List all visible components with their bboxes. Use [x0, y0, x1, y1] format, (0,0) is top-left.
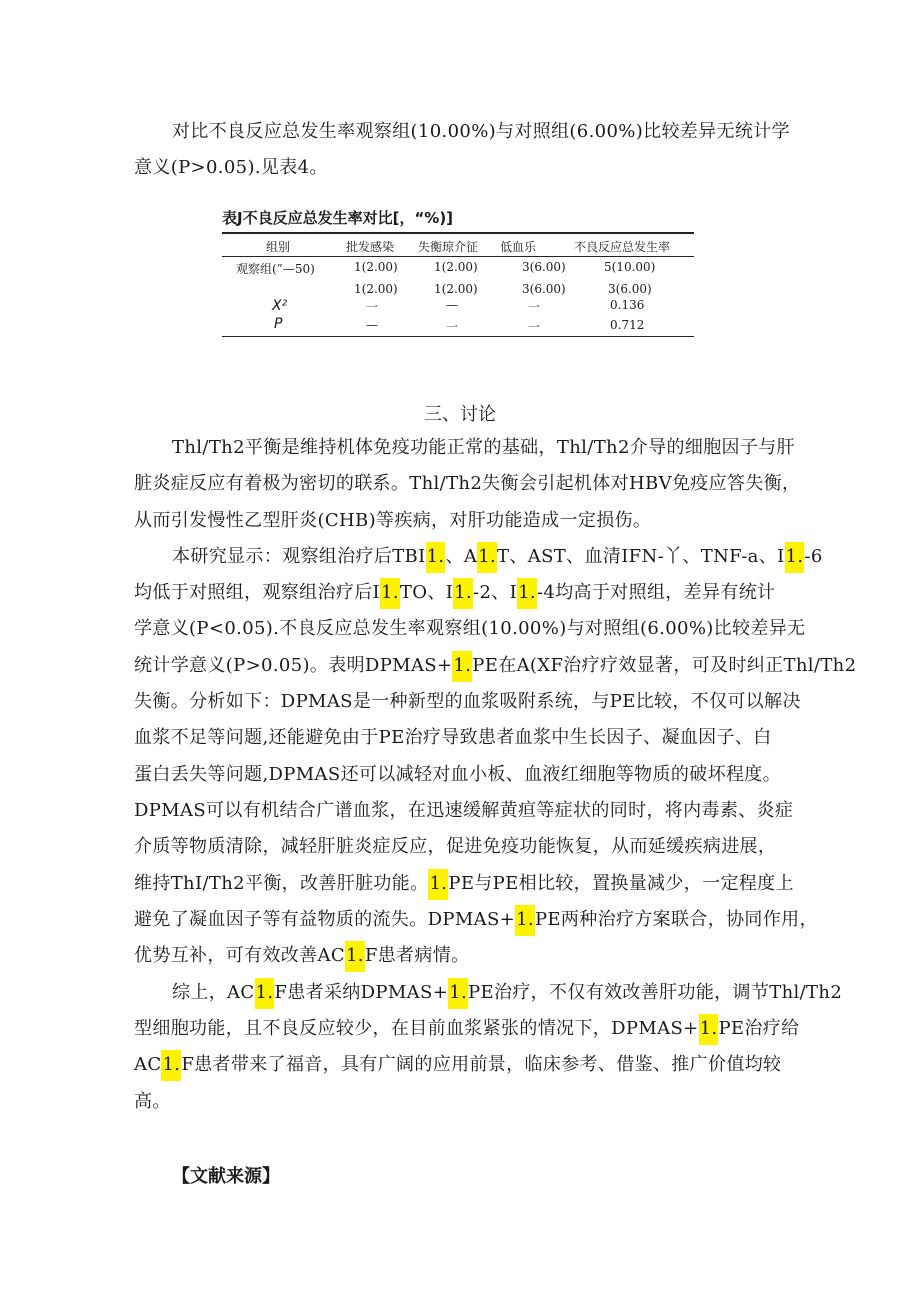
table-cell: 一 — [528, 320, 541, 334]
highlight-mark: 1. — [515, 905, 535, 936]
table-cell: 一 — [366, 300, 379, 314]
para1-line-2: 脏炎症反应有着极为密切的联系。Thl/Th2失衡会引起机体对HBV免疫应答失衡， — [134, 473, 801, 494]
table-cell: 3(6.00) — [608, 282, 652, 296]
para3-line-2: 型细胞功能，且不良反应较少，在目前血浆紧张的情况下，DPMAS+1.PE治疗给 — [134, 1014, 799, 1040]
references-heading: 【文献来源】 — [172, 1166, 280, 1187]
para2-line-11: 避免了凝血因子等有益物质的流失。DPMAS+1.PE两种治疗方案联合，协同作用， — [134, 905, 818, 931]
table-stat-p-label: P — [274, 316, 283, 332]
table-header-group: 组别 — [266, 240, 291, 254]
table-cell: 1(2.00) — [354, 282, 398, 296]
table-top-rule — [222, 232, 694, 234]
para2-line-9: 介质等物质清除，减轻肝脏炎症反应，促进免疫功能恢复，从而延缓疾病进展， — [134, 836, 777, 857]
table-header-total: 不良反应总发生率 — [574, 240, 671, 254]
table-cell: 1(2.00) — [434, 282, 478, 296]
highlight-mark: 1. — [699, 1014, 719, 1045]
table-cell: 一 — [446, 320, 459, 334]
table-cell: 5(10.00) — [604, 260, 656, 274]
section-heading: 三、讨论 — [424, 404, 496, 425]
para2-line-1: 本研究显示：观察组治疗后TBI1.、A1.T、AST、血清IFN-丫、TNF-a、I1.-6 — [172, 542, 823, 568]
table-bottom-rule — [222, 336, 694, 337]
para3-line-4: 高。 — [134, 1091, 171, 1112]
highlight-mark: 1. — [453, 578, 473, 609]
table-cell: 1(2.00) — [354, 260, 398, 274]
table-cell: 一 — [528, 300, 541, 314]
table-caption: 表J不良反应总发生率对比[，“%)] — [222, 209, 454, 227]
para3-line-3: AC1.F患者带来了福音，具有广阔的应用前景，临床参考、借鉴、推广价值均较 — [134, 1050, 781, 1076]
table-header-rule — [222, 256, 694, 257]
para1-line-1: Thl/Th2平衡是维持机体免疫功能正常的基础，Thl/Th2介导的细胞因子与肝 — [172, 437, 795, 458]
highlight-mark: 1. — [428, 869, 448, 900]
table-stat-chi-label: X² — [272, 298, 288, 314]
para2-line-2: 均低于对照组，观察组治疗后I1.TO、I1.-2、I1.-4均高于对照组，差异有统计 — [134, 578, 775, 604]
highlight-mark: 1. — [161, 1050, 181, 1081]
para2-line-4: 统计学意义(P>0.05)。表明DPMAS+1.PE在A(XF治疗疗效显著，可及时纠正Thl/Th2 — [134, 651, 856, 677]
table-cell: — — [366, 318, 378, 332]
highlight-mark: 1. — [785, 542, 805, 573]
table-header-infection: 批发感染 — [346, 240, 395, 254]
table-cell: — — [446, 298, 458, 312]
para3-line-1: 综上，AC1.F患者采纳DPMAS+1.PE治疗，不仅有效改善肝功能，调节Thl/Th2 — [172, 978, 842, 1004]
para2-line-10: 维持ThI/Th2平衡，改善肝脏功能。1.PE与PE相比较，置换量减少，一定程度上 — [134, 869, 794, 895]
table-cell: 3(6.00) — [522, 260, 566, 274]
para2-line-6: 血浆不足等问题,还能避免由于PE治疗导致患者血浆中生长因子、凝血因子、白 — [134, 727, 772, 748]
table-cell: 1(2.00) — [434, 260, 478, 274]
para2-line-12: 优势互补，可有效改善AC1.F患者病情。 — [134, 941, 469, 967]
table-header-hypotension: 低血乐 — [500, 240, 537, 254]
intro-line-1: 对比不良反应总发生率观察组(10.00%)与对照组(6.00%)比较差异无统计学 — [172, 121, 790, 142]
para1-line-3: 从而引发慢性乙型肝炎(CHB)等疾病，对肝功能造成一定损伤。 — [134, 510, 652, 531]
highlight-mark: 1. — [380, 578, 400, 609]
highlight-mark: 1. — [255, 978, 275, 1009]
highlight-mark: 1. — [345, 941, 365, 972]
highlight-mark: 1. — [517, 578, 537, 609]
table-cell: 3(6.00) — [522, 282, 566, 296]
table-cell: 0.136 — [610, 298, 645, 312]
table-cell: 0.712 — [610, 318, 645, 332]
highlight-mark: 1. — [452, 651, 472, 682]
highlight-mark: 1. — [448, 978, 468, 1009]
para2-line-8: DPMAS可以有机结合广谱血浆，在迅速缓解黄疸等症状的同时，将内毒素、炎症 — [134, 800, 794, 821]
intro-line-2: 意义(P>0.05).见表4。 — [134, 157, 328, 178]
highlight-mark: 1. — [477, 542, 497, 573]
highlight-mark: 1. — [426, 542, 446, 573]
table-header-imbalance: 失衡琼介征 — [418, 240, 479, 254]
para2-line-3: 学意义(P<0.05).不良反应总发生率观察组(10.00%)与对照组(6.00%)比较差异无 — [134, 618, 806, 639]
table-row-label: 观察组(”—50) — [236, 262, 315, 276]
para2-line-7: 蛋白丢失等问题,DPMAS还可以减轻对血小板、血液红细胞等物质的破坏程度。 — [134, 764, 781, 785]
para2-line-5: 失衡。分析如下：DPMAS是一种新型的血浆吸附系统，与PE比较，不仅可以解决 — [134, 691, 801, 712]
